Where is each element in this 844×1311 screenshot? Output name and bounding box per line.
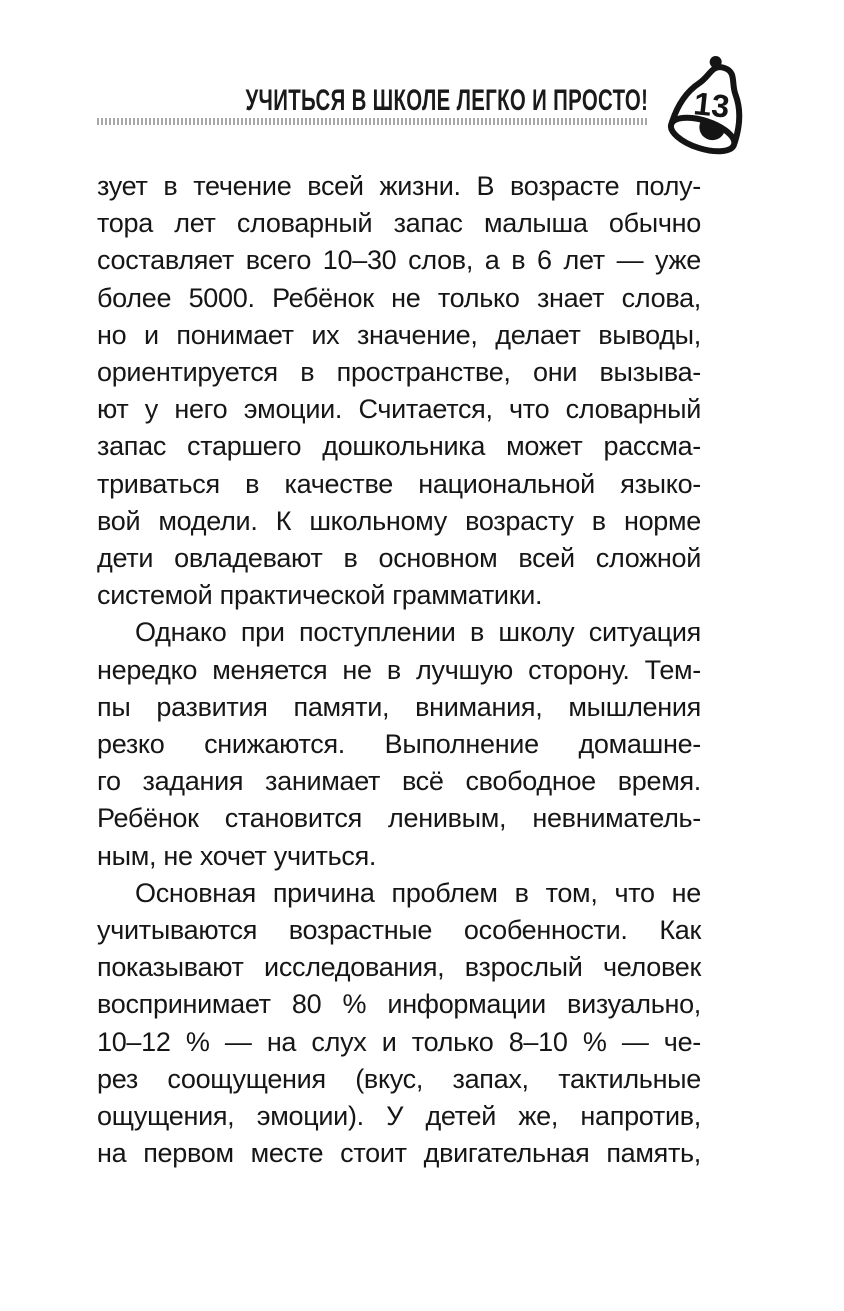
text-line: более 5000. Ребёнок не только знает слова, — [97, 282, 701, 313]
paragraph — [97, 168, 701, 614]
text-line: системой практической грамматики. — [97, 580, 543, 611]
text-line: ют у него эмоции. Считается, что словарный — [97, 394, 701, 425]
dotted-rule — [97, 118, 648, 125]
text-line: резко снижаются. Выполнение домашне- — [97, 729, 701, 760]
text-line: воспринимает 80 % информации визуально, — [97, 989, 701, 1020]
text-line: зует в течение всей жизни. В возрасте полу- — [97, 171, 701, 201]
text-line: тора лет словарный запас малыша обычно — [97, 208, 701, 239]
paragraph — [97, 875, 701, 1173]
text-line: учитываются возрастные особенности. Как — [97, 915, 701, 946]
text-line: 10–12 % — на слух и только 8–10 % — че- — [97, 1026, 701, 1057]
text-line: показывают исследования, взрослый человек — [97, 952, 701, 983]
text-line: вой модели. К школьному возрасту в норме — [97, 505, 701, 536]
paragraph — [97, 614, 701, 874]
text-line: ощущения, эмоции). У детей же, напротив, — [97, 1101, 701, 1132]
text-line: Основная причина проблем в том, что не — [135, 877, 701, 908]
text-line: на первом месте стоит двигательная память, — [97, 1138, 701, 1169]
text-line: нередко меняется не в лучшую сторону. Тем- — [97, 654, 701, 685]
text-line: Однако при поступлении в школу ситуация — [135, 617, 701, 648]
text-line: Ребёнок становится ленивым, невниматель- — [97, 803, 701, 834]
text-line: го задания занимает всё свободное время. — [97, 766, 701, 797]
text-line: запас старшего дошкольника может рассма- — [97, 431, 701, 462]
text-line: составляет всего 10–30 слов, а в 6 лет — уже — [97, 245, 701, 276]
text-line: дети овладевают в основном всей сложной — [97, 543, 701, 574]
text-line: рез соощущения (вкус, запах, тактильные — [97, 1063, 701, 1094]
text-line: триваться в качестве национальной языко- — [97, 468, 701, 499]
text-line: ным, не хочет учиться. — [97, 840, 377, 871]
bell-icon — [652, 50, 770, 168]
page-number: 13 — [692, 85, 732, 125]
running-head-title: УЧИТЬСЯ В ШКОЛЕ ЛЕГКО И ПРОСТО! — [245, 84, 648, 117]
page-body-text — [97, 168, 701, 1172]
text-line: пы развития памяти, внимания, мышления — [97, 691, 701, 722]
text-line: ориентируется в пространстве, они вызыва- — [97, 357, 701, 388]
text-line: но и понимает их значение, делает выводы, — [97, 319, 701, 350]
